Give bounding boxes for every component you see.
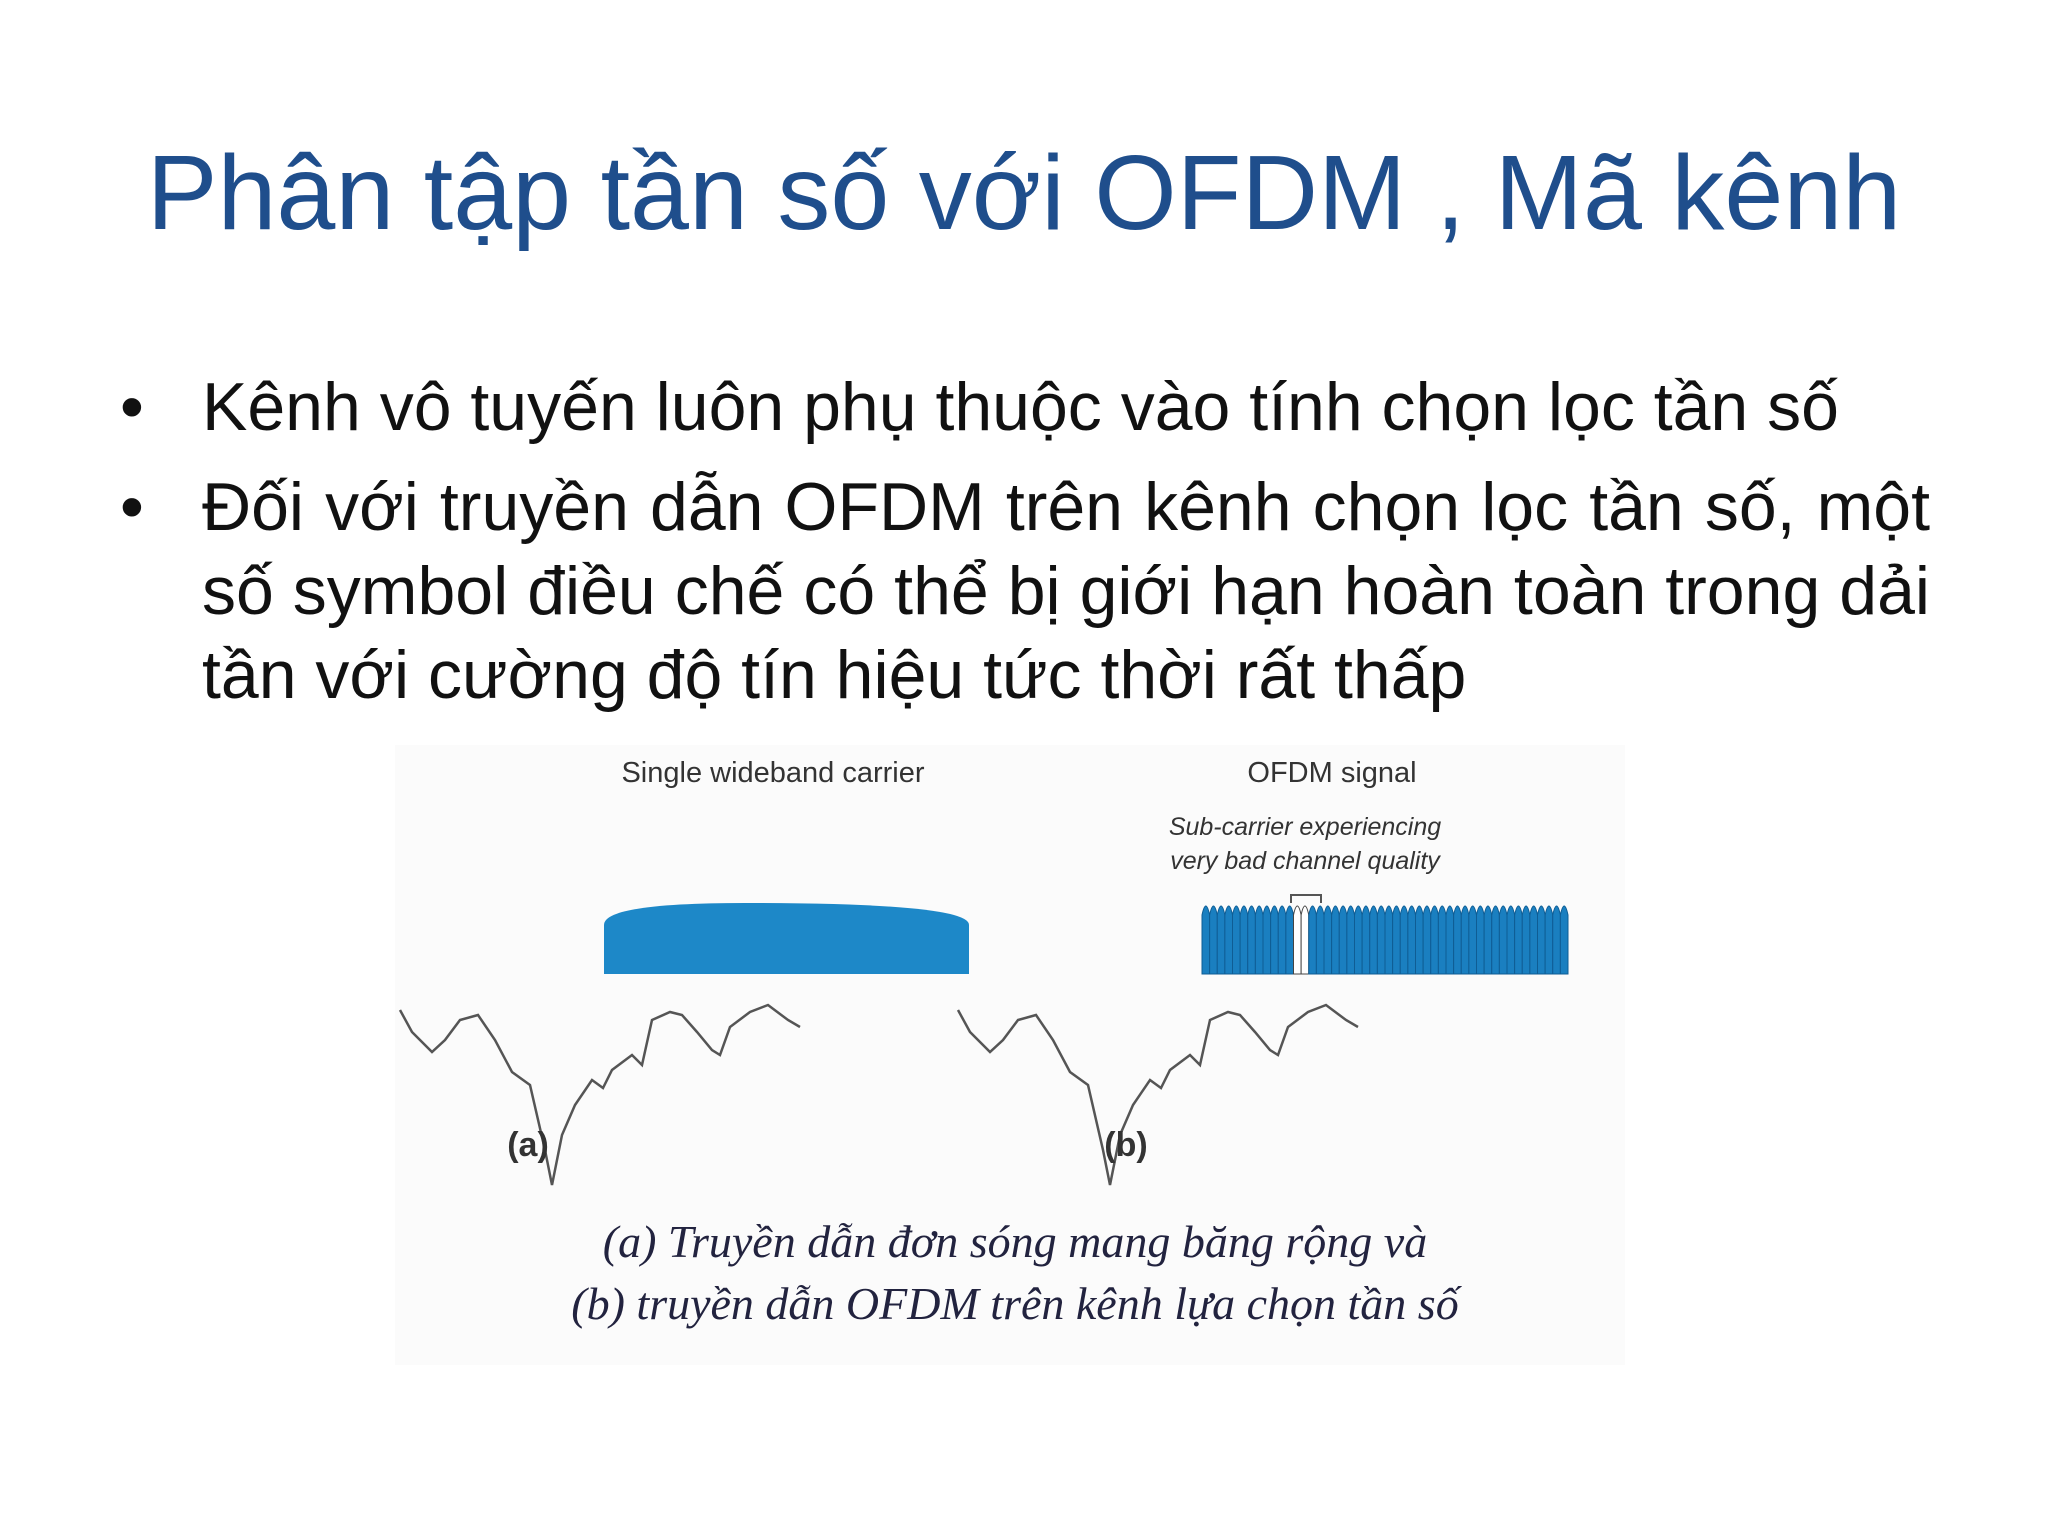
bullet-list (120, 365, 1930, 717)
subcarrier (1530, 906, 1538, 974)
subcarrier (1316, 906, 1324, 974)
subcarrier (1560, 906, 1568, 974)
subcarrier (1538, 906, 1546, 974)
bullet-marker: • (120, 469, 144, 545)
subcarrier (1454, 906, 1462, 974)
slide-title: Phân tập tần số với OFDM , Mã kênh (146, 134, 1902, 252)
bullet-text: Đối với truyền dẫn OFDM trên kênh chọn lọc tần số, một số symbol điều chế có thể bị giới hạn hoàn toàn trong dải tần với cường độ tín hiệu tức thời rất thấp (202, 469, 1930, 713)
subcarrier (1522, 906, 1530, 974)
ofdm-subcarriers (1202, 906, 1568, 974)
subcarrier (1438, 906, 1446, 974)
figure-svg (395, 745, 1625, 1365)
channel-response-a (400, 1005, 800, 1185)
subcarrier (1469, 906, 1477, 974)
ofdm-figure (395, 745, 1625, 1365)
channel-response-b (958, 1005, 1358, 1185)
subcarrier (1210, 906, 1218, 974)
bullet-text: Kênh vô tuyến luôn phụ thuộc vào tính chọn lọc tần số (202, 369, 1839, 445)
subcarrier (1499, 906, 1507, 974)
bullet-item (120, 365, 1930, 449)
subcarrier (1324, 906, 1332, 974)
subcarrier (1431, 906, 1439, 974)
subcarrier (1225, 906, 1233, 974)
subcarrier (1278, 906, 1286, 974)
caption-line-1: (a) Truyền dẫn đơn sóng mang băng rộng và (602, 1216, 1428, 1267)
subcarrier (1248, 906, 1256, 974)
wideband-carrier (604, 903, 969, 974)
bad-subcarrier-bracket (1291, 895, 1321, 903)
annotation-line-1: Sub-carrier experiencing (1168, 813, 1442, 841)
subcarrier (1385, 906, 1393, 974)
subcarrier (1484, 906, 1492, 974)
subcarrier (1545, 906, 1553, 974)
bullet-marker: • (120, 369, 144, 445)
bad-subcarrier (1294, 906, 1302, 974)
panel-a-label: (a) (507, 1126, 549, 1164)
subcarrier (1477, 906, 1485, 974)
subcarrier (1309, 906, 1317, 974)
subcarrier (1446, 906, 1454, 974)
subcarrier (1377, 906, 1385, 974)
bad-subcarrier (1301, 906, 1309, 974)
subcarrier (1233, 906, 1241, 974)
panel-b-label: (b) (1104, 1126, 1148, 1164)
subcarrier (1408, 906, 1416, 974)
bullet-item (120, 465, 1930, 717)
subcarrier (1370, 906, 1378, 974)
annotation-line-2: very bad channel quality (1170, 847, 1440, 875)
subcarrier (1271, 906, 1279, 974)
subcarrier (1423, 906, 1431, 974)
subcarrier (1393, 906, 1401, 974)
subcarrier (1263, 906, 1271, 974)
subcarrier (1339, 906, 1347, 974)
subcarrier (1255, 906, 1263, 974)
subcarrier (1202, 906, 1210, 974)
subcarrier (1286, 906, 1294, 974)
subcarrier (1355, 906, 1363, 974)
subcarrier (1362, 906, 1370, 974)
subcarrier (1553, 906, 1561, 974)
subcarrier (1332, 906, 1340, 974)
subcarrier (1416, 906, 1424, 974)
subcarrier (1217, 906, 1225, 974)
panel-b-heading: OFDM signal (1247, 757, 1417, 789)
caption-line-2: (b) truyền dẫn OFDM trên kênh lựa chọn tần số (571, 1278, 1459, 1329)
subcarrier (1461, 906, 1469, 974)
subcarrier (1240, 906, 1248, 974)
panel-a-heading: Single wideband carrier (621, 757, 925, 789)
subcarrier (1515, 906, 1523, 974)
subcarrier (1507, 906, 1515, 974)
subcarrier (1492, 906, 1500, 974)
subcarrier (1347, 906, 1355, 974)
subcarrier (1400, 906, 1408, 974)
